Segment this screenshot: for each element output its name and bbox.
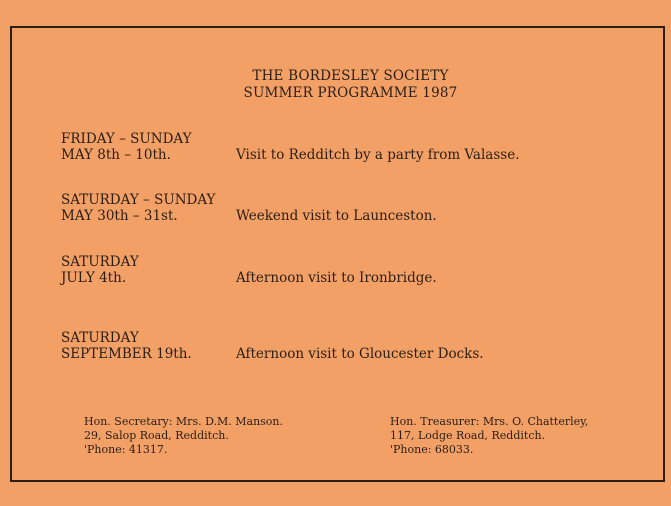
event-date: MAY 8th – 10th.: [61, 147, 171, 163]
event-description: Visit to Redditch by a party from Valasse.: [236, 147, 520, 163]
society-name: THE BORDESLEY SOCIETY: [252, 68, 449, 84]
event-description: Weekend visit to Launceston.: [236, 208, 437, 224]
event-description: Afternoon visit to Gloucester Docks.: [236, 346, 484, 362]
event-description: Afternoon visit to Ironbridge.: [236, 270, 437, 286]
event-item: [61, 131, 520, 163]
event-day: FRIDAY – SUNDAY: [61, 131, 192, 147]
programme-title: SUMMER PROGRAMME 1987: [243, 85, 458, 101]
event-day: SATURDAY: [61, 330, 139, 346]
event-item: [61, 192, 437, 224]
secretary-name: Hon. Secretary: Mrs. D.M. Manson.: [84, 415, 284, 428]
treasurer-phone: 'Phone: 68033.: [390, 443, 474, 456]
secretary-contact: [84, 415, 283, 457]
event-item: [61, 254, 437, 286]
treasurer-contact: [390, 415, 588, 457]
event-date: MAY 30th – 31st.: [61, 208, 178, 224]
page-title: [0, 68, 671, 102]
treasurer-name: Hon. Treasurer: Mrs. O. Chatterley,: [390, 415, 589, 428]
event-date: JULY 4th.: [61, 270, 127, 286]
secretary-phone: 'Phone: 41317.: [84, 443, 168, 456]
event-day: SATURDAY – SUNDAY: [61, 192, 216, 208]
event-day: SATURDAY: [61, 254, 139, 270]
event-date: SEPTEMBER 19th.: [61, 346, 192, 362]
treasurer-address: 117, Lodge Road, Redditch.: [390, 429, 546, 442]
secretary-address: 29, Salop Road, Redditch.: [84, 429, 229, 442]
event-item: [61, 330, 484, 362]
